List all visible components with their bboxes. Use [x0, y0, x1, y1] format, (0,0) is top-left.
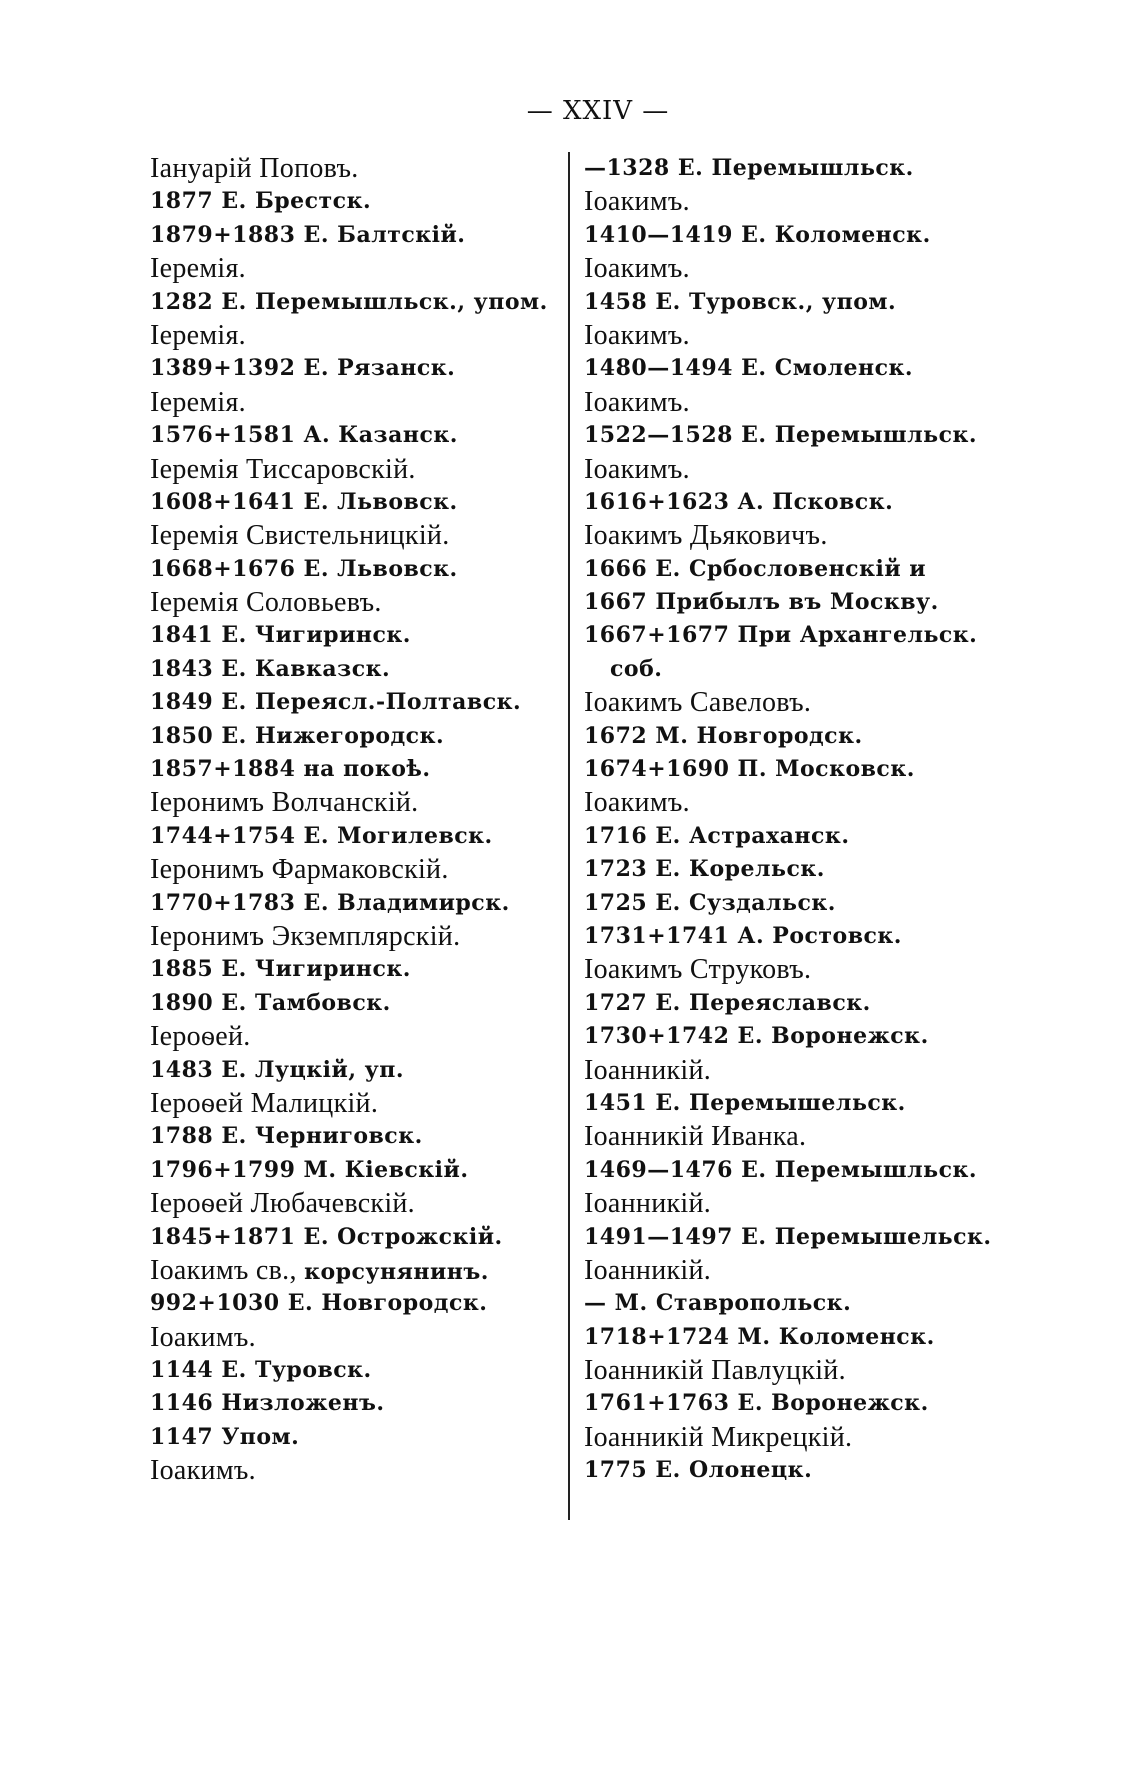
- bishop-name: Іоакимъ Савеловъ.: [584, 687, 812, 719]
- bishop-name: Іануарій Поповъ.: [150, 153, 359, 184]
- tenure-entry: 1616+1623 А. Псковск.: [584, 488, 894, 515]
- tenure-entry: 1146 Низложенъ.: [150, 1390, 385, 1417]
- tenure-entry: 1491—1497 Е. Перемышельск.: [584, 1223, 992, 1250]
- entry-detail-part: корсунянинъ.: [304, 1258, 489, 1285]
- page-number: — XXIV —: [526, 96, 670, 126]
- tenure-entry: 1849 Е. Переясл.-Полтавск.: [150, 689, 522, 716]
- tenure-entry: 1877 Е. Брестск.: [150, 188, 372, 215]
- bishop-name: Іеронимъ Фармаковскій.: [150, 854, 449, 886]
- bishop-name: Іеремія Тиссаровскій.: [150, 453, 416, 485]
- right-column: [584, 152, 1004, 1488]
- bishop-name: Іероѳей Любачевскій.: [150, 1188, 415, 1220]
- bishop-name: Іеремія.: [150, 319, 246, 351]
- tenure-entry: 1725 Е. Суздальск.: [584, 889, 836, 916]
- bishop-name: Іоанникій.: [584, 1188, 712, 1220]
- tenure-entry: 1147 Упом.: [150, 1423, 300, 1450]
- tenure-entry: 1668+1676 Е. Львовск.: [150, 555, 458, 582]
- tenure-entry: 1845+1871 Е. Острожскій.: [150, 1223, 503, 1250]
- tenure-entry: соб.: [610, 655, 663, 682]
- tenure-entry: 1857+1884 на покоѣ.: [150, 756, 431, 783]
- bishop-name: Іоакимъ.: [584, 787, 690, 819]
- tenure-entry: 1731+1741 А. Ростовск.: [584, 922, 902, 949]
- tenure-entry: 1718+1724 М. Коломенск.: [584, 1323, 935, 1350]
- bishop-name: Іоакимъ.: [584, 253, 690, 285]
- bishop-name: Іоанникій.: [584, 1254, 712, 1286]
- bishop-name: Іеремія.: [150, 386, 246, 418]
- bishop-name: Іеронимъ Экземплярскій.: [150, 920, 461, 952]
- column-divider: [568, 152, 570, 1520]
- bishop-name: Іоакимъ Дьяковичъ.: [584, 520, 828, 552]
- bishop-name: Іоанникій.: [584, 1054, 712, 1086]
- bishop-name: Іеронимъ Волчанскій.: [150, 787, 419, 819]
- tenure-entry: 1723 Е. Корельск.: [584, 856, 825, 883]
- tenure-entry: 1451 Е. Перемышельск.: [584, 1089, 906, 1116]
- tenure-entry: 1410—1419 Е. Коломенск.: [584, 221, 931, 248]
- tenure-entry: 1672 М. Новгородск.: [584, 722, 863, 749]
- tenure-entry: 1674+1690 П. Московск.: [584, 756, 915, 783]
- tenure-entry: —1328 Е. Перемышльск.: [584, 155, 914, 181]
- tenure-entry: 1667 Прибылъ въ Москву.: [584, 589, 939, 616]
- tenure-entry: 1666 Е. Србословенскій и: [584, 555, 927, 582]
- entry-name-part: Іоакимъ св.,: [150, 1254, 305, 1286]
- tenure-entry: 1788 Е. Черниговск.: [150, 1123, 423, 1150]
- tenure-entry: 1770+1783 Е. Владимирск.: [150, 889, 510, 916]
- bishop-name: Іероѳей Малицкій.: [150, 1087, 379, 1119]
- bishop-name: Іоакимъ.: [584, 453, 690, 485]
- tenure-entry: 1730+1742 Е. Воронежск.: [584, 1023, 929, 1050]
- bishop-name: Іеремія.: [150, 253, 246, 285]
- tenure-entry: 992+1030 Е. Новгородск.: [150, 1290, 488, 1317]
- bishop-name: Іеремія Соловьевъ.: [150, 587, 382, 619]
- tenure-entry: 1389+1392 Е. Рязанск.: [150, 355, 456, 382]
- tenure-entry: 1480—1494 Е. Смоленск.: [584, 355, 914, 382]
- tenure-entry: 1744+1754 Е. Могилевск.: [150, 822, 493, 849]
- left-column: [150, 152, 560, 1488]
- tenure-entry: 1841 Е. Чигиринск.: [150, 622, 411, 649]
- bishop-name: Іоакимъ.: [150, 1321, 256, 1353]
- tenure-entry: 1850 Е. Нижегородск.: [150, 722, 445, 749]
- tenure-entry: 1483 Е. Луцкій, уп.: [150, 1056, 404, 1083]
- bishop-name: Іоакимъ Струковъ.: [584, 954, 812, 986]
- tenure-entry: 1608+1641 Е. Львовск.: [150, 488, 458, 515]
- bishop-name: Іоанникій Иванка.: [584, 1121, 807, 1153]
- tenure-entry: 1469—1476 Е. Перемышльск.: [584, 1156, 978, 1183]
- tenure-entry: 1576+1581 А. Казанск.: [150, 422, 458, 449]
- tenure-entry: 1761+1763 Е. Воронежск.: [584, 1390, 929, 1417]
- tenure-entry: 1843 Е. Кавказск.: [150, 655, 391, 682]
- tenure-entry: 1667+1677 При Архангельск.: [584, 622, 978, 649]
- tenure-entry: 1727 Е. Переяславск.: [584, 989, 871, 1016]
- bishop-name: Іоакимъ.: [584, 186, 690, 218]
- tenure-entry: 1890 Е. Тамбовск.: [150, 989, 391, 1016]
- tenure-entry: 1775 Е. Олонецк.: [584, 1457, 813, 1484]
- tenure-entry: 1716 Е. Астраханск.: [584, 822, 850, 849]
- tenure-entry: 1144 Е. Туровск.: [150, 1357, 372, 1384]
- tenure-entry: 1458 Е. Туровск., упом.: [584, 288, 897, 315]
- entry-line: [150, 1254, 560, 1287]
- bishop-name: Іоанникій Павлуцкій.: [584, 1355, 846, 1387]
- tenure-entry: 1522—1528 Е. Перемышльск.: [584, 422, 978, 449]
- bishop-name: Іероѳей.: [150, 1021, 251, 1053]
- tenure-entry: 1796+1799 М. Кіевскій.: [150, 1156, 469, 1183]
- tenure-entry: 1282 Е. Перемышльск., упом.: [150, 288, 548, 315]
- bishop-name: Іоакимъ.: [150, 1455, 256, 1487]
- tenure-entry: 1885 Е. Чигиринск.: [150, 956, 411, 983]
- tenure-entry: — М. Ставропольск.: [584, 1290, 852, 1317]
- bishop-name: Іоакимъ.: [584, 386, 690, 418]
- bishop-name: Іоакимъ.: [584, 319, 690, 351]
- bishop-name: Іоанникій Микрецкій.: [584, 1421, 853, 1453]
- bishop-name: Іеремія Свистельницкій.: [150, 520, 450, 552]
- tenure-entry: 1879+1883 Е. Балтскій.: [150, 221, 466, 248]
